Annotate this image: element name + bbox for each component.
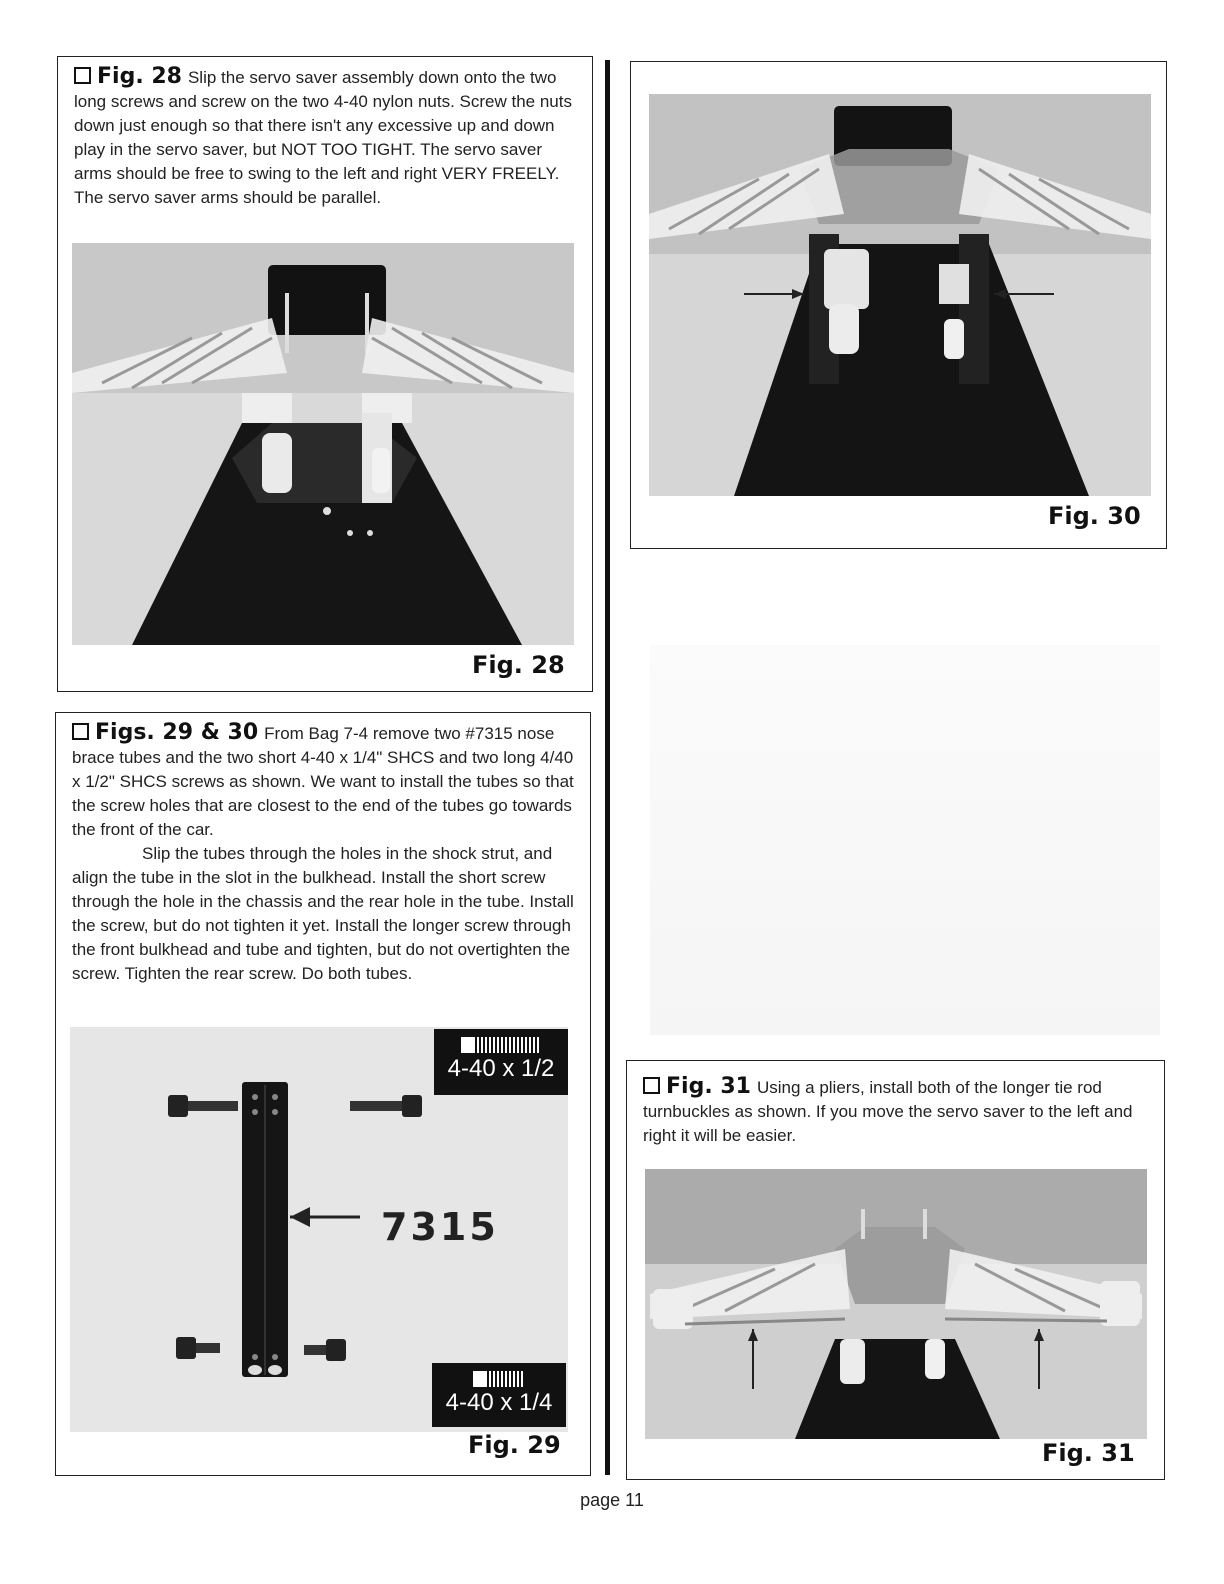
fig30-photo bbox=[649, 94, 1151, 496]
part-number-label: 7315 bbox=[381, 1205, 499, 1249]
fig29-text-1: From Bag 7-4 remove two #7315 nose brace tubes and the two short 4-40 x 1/4" SHCS and two long 4/40 x 1/2" SHCS screws as shown. We want to install the tubes so that the screw holes that are closest to the end of the tubes go towards the front of the car. bbox=[72, 724, 574, 839]
screw-tag-long-text: 4-40 x 1/2 bbox=[447, 1055, 555, 1082]
fig28-instructions bbox=[74, 65, 579, 210]
column-divider bbox=[605, 60, 610, 1475]
fig31-text: Using a pliers, install both of the longer tie rod turnbuckles as shown. If you move the servo saver to the left and right it will be easier. bbox=[643, 1078, 1133, 1145]
fig28-text: Slip the servo saver assembly down onto the two long screws and screw on the two 4-40 nylon nuts. Screw the nuts down just enough so that there isn't any excessive up and down play in the servo saver, but NOT TOO TIGHT. The servo saver arms should be free to swing to the left and right VERY FREELY. The servo saver arms should be parallel. bbox=[74, 68, 572, 207]
screw-tag-long bbox=[434, 1029, 568, 1095]
fig29-label: Fig. 29 bbox=[468, 1431, 561, 1459]
checkbox-icon[interactable] bbox=[72, 723, 89, 740]
checkbox-icon[interactable] bbox=[74, 67, 91, 84]
fig31-box bbox=[626, 1060, 1165, 1480]
screw-tag-short bbox=[432, 1363, 566, 1427]
fig30-box bbox=[630, 61, 1167, 549]
screw-tag-short-text: 4-40 x 1/4 bbox=[445, 1389, 553, 1416]
blank-area bbox=[650, 645, 1160, 1035]
fig29-instructions bbox=[72, 721, 577, 986]
checkbox-icon[interactable] bbox=[643, 1077, 660, 1094]
screw-long-icon bbox=[461, 1037, 541, 1053]
fig31-label: Fig. 31 bbox=[1042, 1439, 1135, 1467]
fig31-photo bbox=[645, 1169, 1147, 1439]
fig31-instructions bbox=[643, 1075, 1148, 1148]
fig29-box bbox=[55, 712, 591, 1476]
fig28-photo bbox=[72, 243, 574, 645]
fig28-heading: Fig. 28 bbox=[97, 64, 182, 89]
page-number: page 11 bbox=[580, 1490, 644, 1510]
fig28-label: Fig. 28 bbox=[472, 651, 565, 679]
fig31-heading: Fig. 31 bbox=[666, 1074, 751, 1099]
fig29-text-2: Slip the tubes through the holes in the shock strut, and align the tube in the slot in the bulkhead. Install the short screw through the hole in the chassis and the rear hole in the tube. Install the screw, but do not tighten it yet. Install the longer screw through the front bulkhead and tube and tighten, but do not overtighten the screw. Tighten the rear screw. Do both tubes. bbox=[72, 844, 574, 983]
fig29-heading: Figs. 29 & 30 bbox=[95, 720, 259, 745]
fig28-box bbox=[57, 56, 593, 692]
fig30-label: Fig. 30 bbox=[1048, 502, 1141, 530]
screw-short-icon bbox=[473, 1371, 525, 1387]
